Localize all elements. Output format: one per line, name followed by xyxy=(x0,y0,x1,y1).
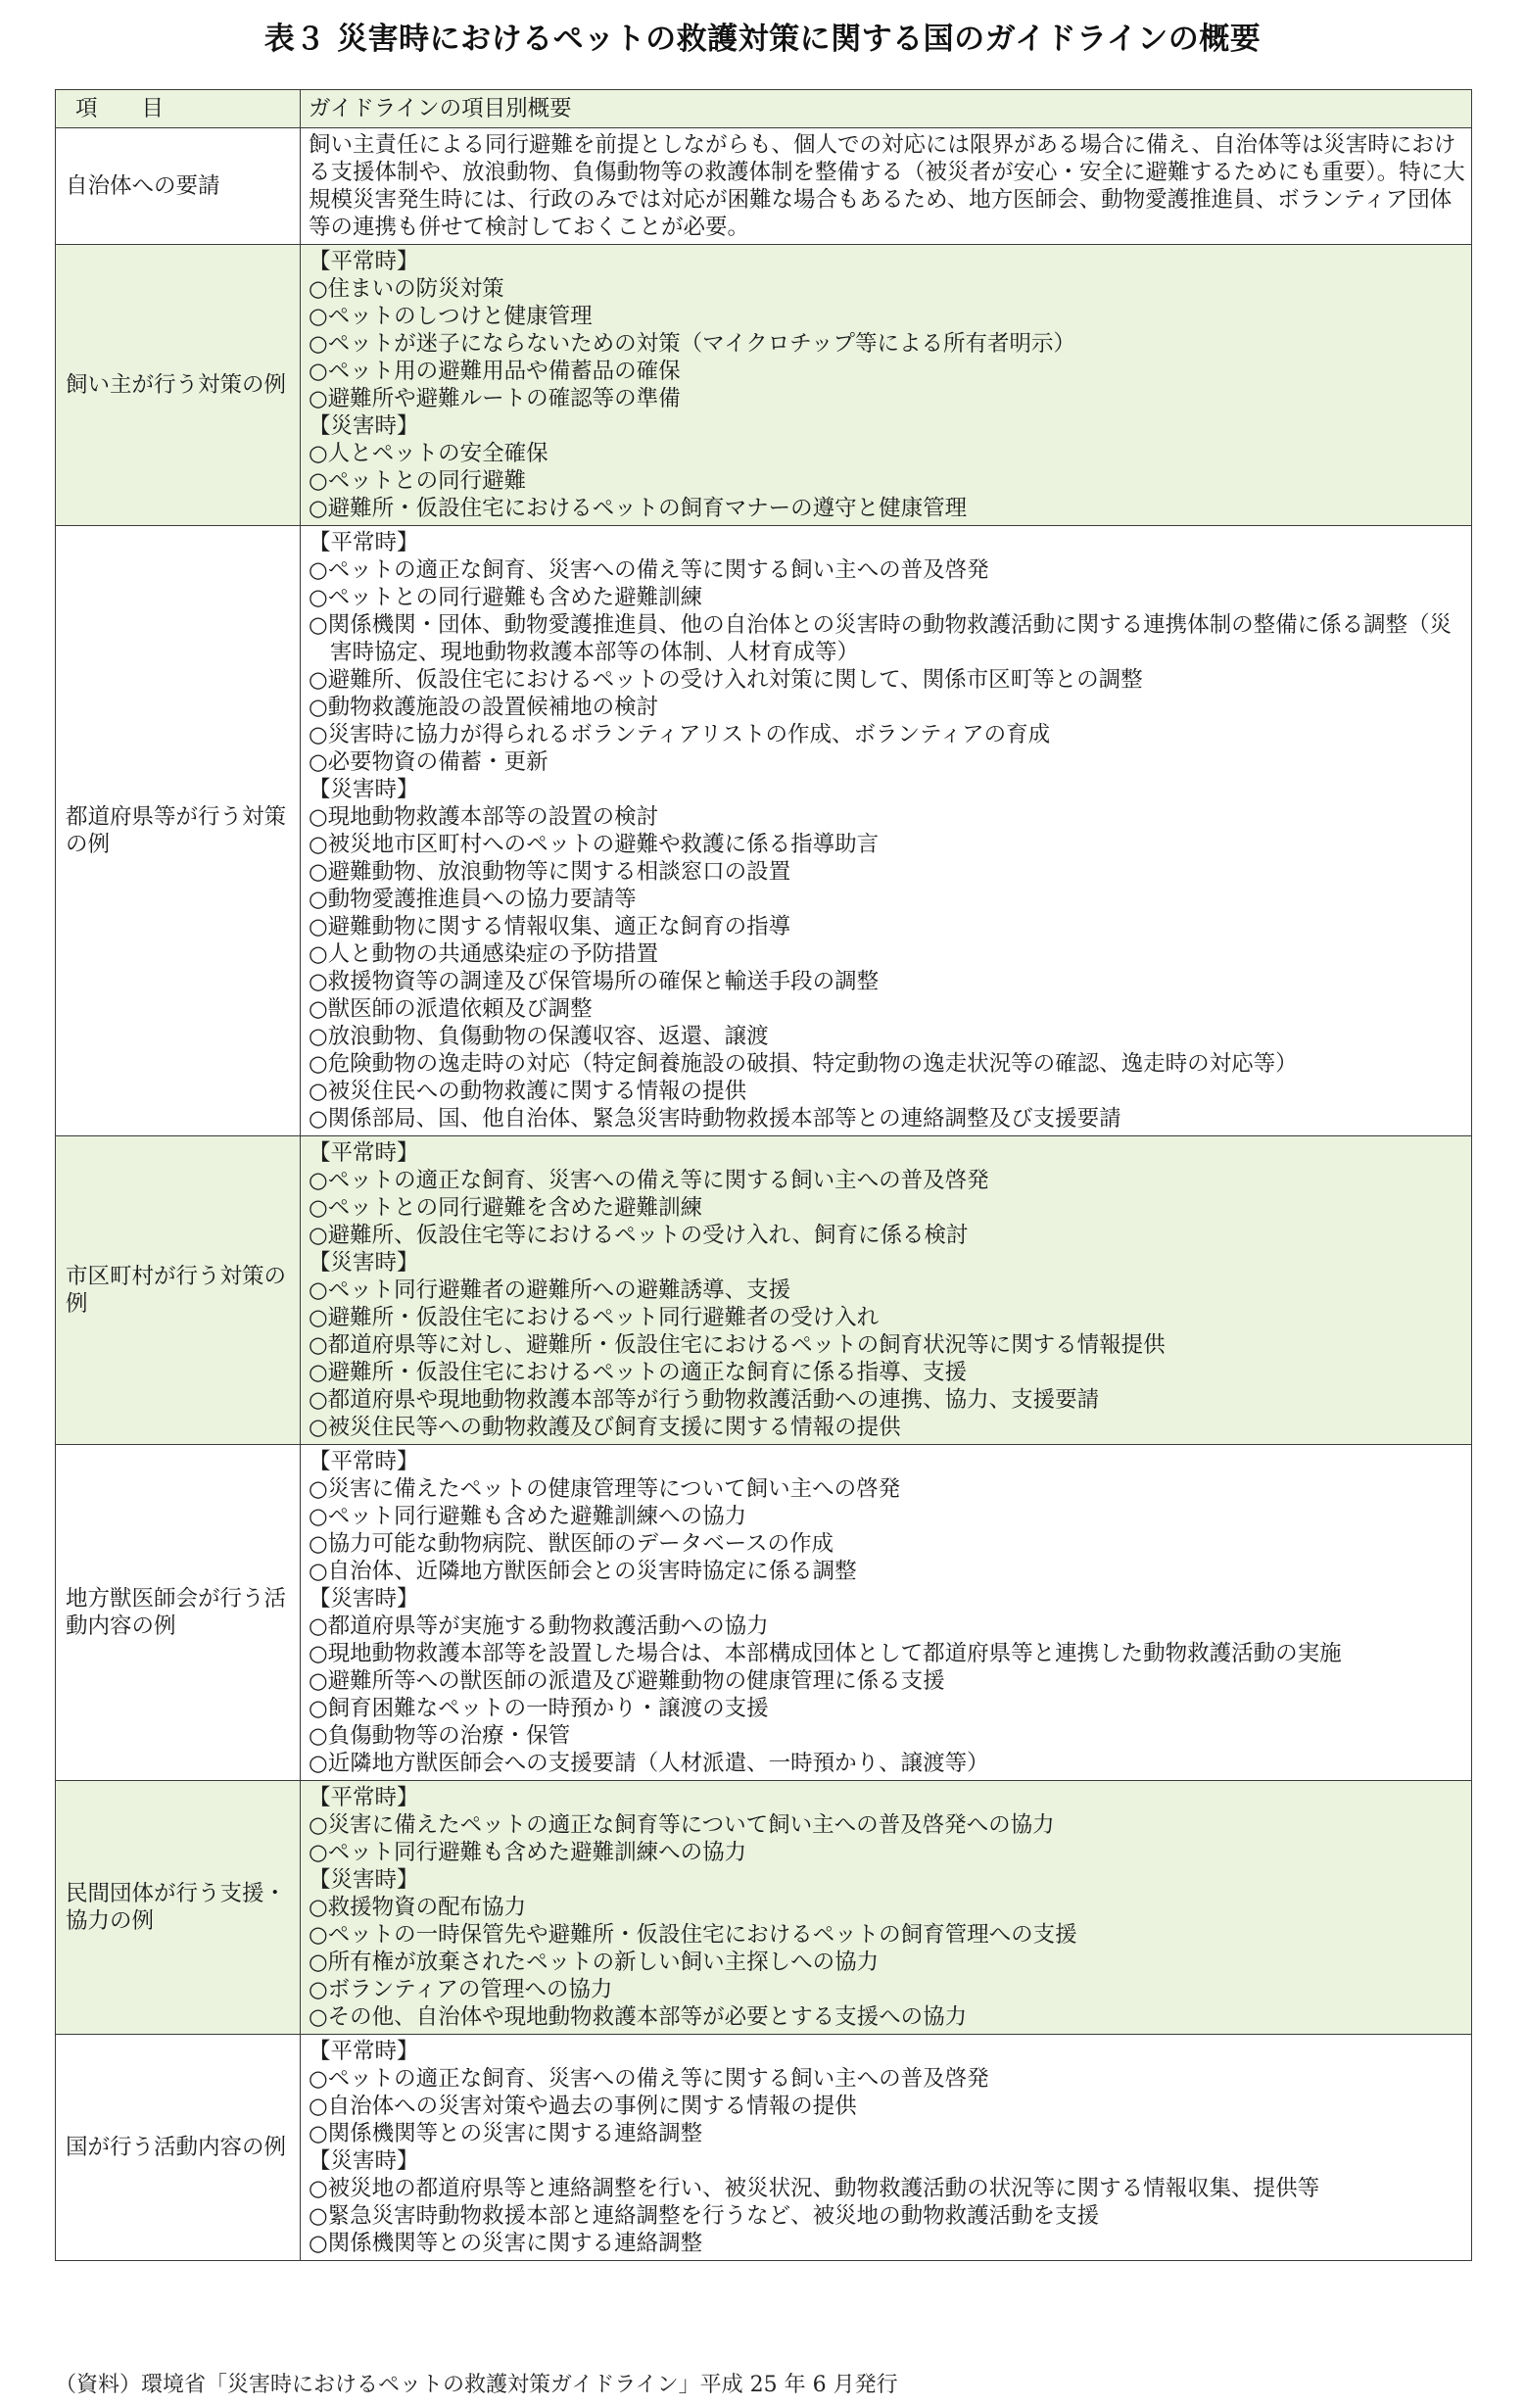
row-overview xyxy=(301,1136,1472,1445)
list-item: ○災害時に協力が得られるボランティアリストの作成、ボランティアの育成 xyxy=(309,722,1051,747)
section-heading: 【平常時】 xyxy=(309,2039,419,2064)
list-item: ○被災地の都道府県等と連絡調整を行い、被災状況、動物救護活動の状況等に関する情報収集、提供等 xyxy=(309,2176,1320,2201)
list-item: ○都道府県等に対し、避難所・仮設住宅におけるペットの飼育状況等に関する情報提供 xyxy=(309,1332,1166,1358)
list-item: ○必要物資の備蓄・更新 xyxy=(309,749,548,775)
list-item: ○自治体への災害対策や過去の事例に関する情報の提供 xyxy=(309,2094,857,2119)
list-item: ○都道府県等が実施する動物救護活動への協力 xyxy=(309,1613,769,1639)
section-heading: 【災害時】 xyxy=(309,2148,419,2174)
row-item-label: 市区町村が行う対策の例 xyxy=(56,1136,301,1445)
list-item: ○避難所・仮設住宅におけるペットの適正な飼育に係る指導、支援 xyxy=(309,1360,968,1385)
row-item-label: 自治体への要請 xyxy=(56,128,301,245)
list-item: ○避難所、仮設住宅におけるペットの受け入れ対策に関して、関係市区町等との調整 xyxy=(309,667,1143,693)
list-item: ○避難動物、放浪動物等に関する相談窓口の設置 xyxy=(309,859,791,885)
list-item: ○ペットとの同行避難 xyxy=(309,468,527,494)
source-note: （資料）環境省「災害時におけるペットの救護対策ガイドライン」平成 25 年 6 月発行 xyxy=(55,2373,898,2397)
list-item: ○関係機関・団体、動物愛護推進員、他の自治体との災害時の動物救護活動に関する連携体制の整備に係る調整（災害時協定、現地動物救護本部等の体制、人材育成等） xyxy=(309,612,1453,665)
list-item: ○関係部局、国、他自治体、緊急災害時動物救援本部等との連絡調整及び支援要請 xyxy=(309,1106,1121,1132)
row-overview xyxy=(301,245,1472,526)
list-item: ○自治体、近隣地方獣医師会との災害時協定に係る調整 xyxy=(309,1559,857,1584)
list-item: ○ボランティアの管理への協力 xyxy=(309,1977,613,2002)
list-item: ○関係機関等との災害に関する連絡調整 xyxy=(309,2121,703,2146)
list-item: ○ペットとの同行避難を含めた避難訓練 xyxy=(309,1195,703,1221)
list-item: ○ペットの適正な飼育、災害への備え等に関する飼い主への普及啓発 xyxy=(309,2066,989,2092)
list-item: ○住まいの防災対策 xyxy=(309,276,504,302)
list-item: ○所有権が放棄されたペットの新しい飼い主探しへの協力 xyxy=(309,1950,880,1975)
table-body xyxy=(56,128,1472,2261)
row-overview xyxy=(301,1445,1472,1781)
list-item: ○被災住民への動物救護に関する情報の提供 xyxy=(309,1079,747,1104)
list-item: ○放浪動物、負傷動物の保護収容、返還、譲渡 xyxy=(309,1024,769,1049)
table-header-row xyxy=(56,90,1472,128)
header-overview: ガイドラインの項目別概要 xyxy=(301,90,1472,128)
list-item: ○避難所等への獣医師の派遣及び避難動物の健康管理に係る支援 xyxy=(309,1668,945,1694)
list-item: ○被災住民等への動物救護及び飼育支援に関する情報の提供 xyxy=(309,1415,901,1440)
row-overview xyxy=(301,2035,1472,2261)
section-heading: 【災害時】 xyxy=(309,1250,419,1276)
list-item: ○緊急災害時動物救援本部と連絡調整を行うなど、被災地の動物救護活動を支援 xyxy=(309,2203,1100,2229)
list-item: ○避難動物に関する情報収集、適正な飼育の指導 xyxy=(309,914,791,939)
list-item: ○ペット用の避難用品や備蓄品の確保 xyxy=(309,359,681,384)
list-item: ○ペットの適正な飼育、災害への備え等に関する飼い主への普及啓発 xyxy=(309,557,989,583)
list-item: ○飼育困難なペットの一時預かり・譲渡の支援 xyxy=(309,1696,769,1721)
list-item: ○避難所や避難ルートの確認等の準備 xyxy=(309,386,681,411)
list-item: ○動物愛護推進員への協力要請等 xyxy=(309,887,637,912)
table-row xyxy=(56,245,1472,526)
table-row xyxy=(56,2035,1472,2261)
page-title: 表３ 災害時におけるペットの救護対策に関する国のガイドラインの概要 xyxy=(263,22,1262,57)
list-item: ○ペットのしつけと健康管理 xyxy=(309,304,593,329)
list-item: ○現地動物救護本部等を設置した場合は、本部構成団体として都道府県等と連携した動物救護活動の実施 xyxy=(309,1641,1342,1666)
row-item-label: 民間団体が行う支援・協力の例 xyxy=(56,1781,301,2035)
table-row xyxy=(56,526,1472,1136)
table-row xyxy=(56,1136,1472,1445)
row-overview xyxy=(301,526,1472,1136)
section-heading: 【平常時】 xyxy=(309,1140,419,1166)
list-item: ○都道府県や現地動物救護本部等が行う動物救護活動への連携、協力、支援要請 xyxy=(309,1387,1100,1413)
list-item: ○避難所・仮設住宅におけるペットの飼育マナーの遵守と健康管理 xyxy=(309,496,968,521)
list-item: ○協力可能な動物病院、獣医師のデータベースの作成 xyxy=(309,1531,834,1557)
table-row xyxy=(56,128,1472,245)
section-heading: 【災害時】 xyxy=(309,1867,419,1893)
list-item: ○ペット同行避難も含めた避難訓練への協力 xyxy=(309,1840,747,1865)
list-item: ○人とペットの安全確保 xyxy=(309,441,548,466)
section-heading: 【災害時】 xyxy=(309,1586,419,1612)
section-heading: 【平常時】 xyxy=(309,530,419,555)
section-heading: 【平常時】 xyxy=(309,1449,419,1474)
header-item: 項 目 xyxy=(56,90,301,128)
table-row xyxy=(56,1781,1472,2035)
list-item: ○救援物資等の調達及び保管場所の確保と輸送手段の調整 xyxy=(309,969,880,994)
row-item-label: 地方獣医師会が行う活動内容の例 xyxy=(56,1445,301,1781)
row-item-label: 都道府県等が行う対策の例 xyxy=(56,526,301,1136)
list-item: ○被災地市区町村へのペットの避難や救護に係る指導助言 xyxy=(309,832,880,857)
list-item: ○獣医師の派遣依頼及び調整 xyxy=(309,996,593,1022)
list-item: ○近隣地方獣医師会への支援要請（人材派遣、一時預かり、譲渡等） xyxy=(309,1751,989,1776)
row-overview xyxy=(301,128,1472,245)
list-item: ○ペット同行避難も含めた避難訓練への協力 xyxy=(309,1504,747,1529)
row-item-label: 国が行う活動内容の例 xyxy=(56,2035,301,2261)
list-item: ○ペット同行避難者の避難所への避難誘導、支援 xyxy=(309,1277,791,1303)
list-item: ○避難所・仮設住宅におけるペット同行避難者の受け入れ xyxy=(309,1305,880,1330)
list-item: ○人と動物の共通感染症の予防措置 xyxy=(309,941,659,967)
row-item-label: 飼い主が行う対策の例 xyxy=(56,245,301,526)
list-item: ○現地動物救護本部等の設置の検討 xyxy=(309,804,659,830)
section-heading: 【平常時】 xyxy=(309,1785,419,1810)
guideline-table xyxy=(55,89,1472,2261)
list-item: ○ペットとの同行避難も含めた避難訓練 xyxy=(309,585,703,610)
list-item: ○救援物資の配布協力 xyxy=(309,1895,527,1920)
list-item: ○関係機関等との災害に関する連絡調整 xyxy=(309,2231,703,2256)
list-item: ○災害に備えたペットの適正な飼育等について飼い主への普及啓発への協力 xyxy=(309,1812,1055,1838)
list-item: ○動物救護施設の設置候補地の検討 xyxy=(309,695,659,720)
section-heading: 【災害時】 xyxy=(309,777,419,802)
list-item: ○ペットが迷子にならないための対策（マイクロチップ等による所有者明示） xyxy=(309,331,1076,357)
section-heading: 【平常時】 xyxy=(309,249,419,274)
list-item: 飼い主責任による同行避難を前提としながらも、個人での対応には限界がある場合に備え、自治体等は災害時における支援体制や、放浪動物、負傷動物等の救護体制を整備する（被災者が安心・安全に避難するためにも重要）。特に大規模災害発生時には、行政のみでは対応が困難な場合もあるため、地方医師会、動物愛護推進員、ボランティア団体等の連携も併せて検討しておくことが必要。 xyxy=(309,132,1465,240)
section-heading: 【災害時】 xyxy=(309,413,419,439)
row-overview xyxy=(301,1781,1472,2035)
list-item: ○負傷動物等の治療・保管 xyxy=(309,1723,571,1749)
list-item: ○災害に備えたペットの健康管理等について飼い主への啓発 xyxy=(309,1476,901,1502)
list-item: ○ペットの一時保管先や避難所・仮設住宅におけるペットの飼育管理への支援 xyxy=(309,1922,1077,1948)
list-item: ○ペットの適正な飼育、災害への備え等に関する飼い主への普及啓発 xyxy=(309,1168,989,1193)
list-item: ○その他、自治体や現地動物救護本部等が必要とする支援への協力 xyxy=(309,2004,968,2030)
table-row xyxy=(56,1445,1472,1781)
list-item: ○避難所、仮設住宅等におけるペットの受け入れ、飼育に係る検討 xyxy=(309,1223,969,1248)
list-item: ○危険動物の逸走時の対応（特定飼養施設の破損、特定動物の逸走状況等の確認、逸走時の対応等） xyxy=(309,1051,1298,1077)
